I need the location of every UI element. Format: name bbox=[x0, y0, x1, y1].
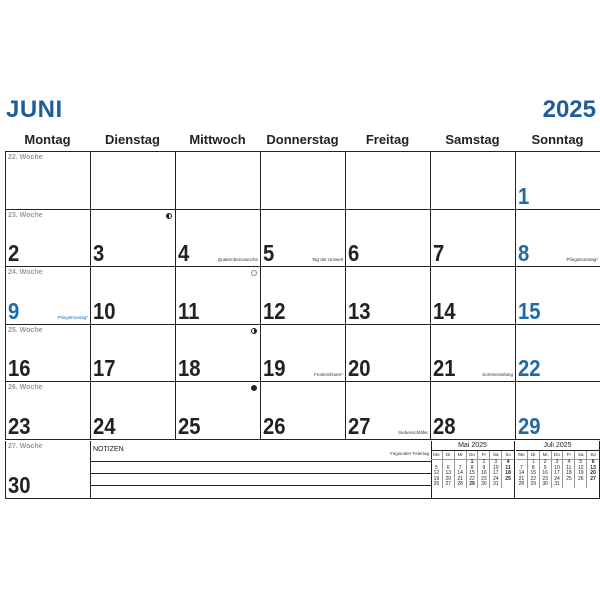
mini-day: 4 bbox=[506, 459, 510, 465]
notes-line bbox=[91, 473, 431, 474]
mini-day: 15 bbox=[530, 470, 537, 476]
day-number: 24 bbox=[93, 412, 116, 439]
mini-day bbox=[575, 482, 586, 488]
day-cell-16[interactable] bbox=[6, 325, 91, 383]
day-cell-27[interactable] bbox=[346, 382, 431, 440]
mini-calendar-column bbox=[516, 451, 528, 488]
mini-day: 20 bbox=[590, 470, 596, 476]
mini-weekday-label: Mi bbox=[455, 451, 466, 460]
day-cell-29[interactable] bbox=[516, 382, 600, 440]
day-number: 17 bbox=[93, 355, 116, 381]
day-cell-10[interactable] bbox=[91, 267, 176, 325]
mini-calendar-july bbox=[516, 441, 600, 498]
day-number: 29 bbox=[518, 412, 541, 439]
day-note: Quatembersowoche bbox=[217, 257, 258, 262]
mini-day: 10 bbox=[554, 464, 560, 471]
day-number: 10 bbox=[93, 297, 116, 324]
day-cell-22[interactable] bbox=[516, 325, 600, 383]
day-cell-4[interactable] bbox=[176, 210, 261, 268]
mini-day: 6 bbox=[591, 459, 595, 465]
mini-day: 14 bbox=[457, 470, 463, 476]
day-cell-6[interactable] bbox=[346, 210, 431, 268]
mini-day: 2 bbox=[543, 459, 547, 465]
mini-calendar-column bbox=[443, 451, 455, 488]
mini-weekday-label: So bbox=[587, 451, 599, 460]
week-label: 27. Woche bbox=[8, 443, 43, 450]
mini-day: 8 bbox=[531, 464, 535, 471]
mini-calendar-column bbox=[455, 451, 467, 488]
holiday-footnote: *regionaler Feiertag bbox=[389, 451, 429, 456]
day-cell-24[interactable] bbox=[91, 382, 176, 440]
day-number: 2 bbox=[8, 240, 20, 266]
mini-day: 11 bbox=[566, 464, 572, 471]
day-number: 4 bbox=[178, 240, 190, 266]
mini-day: 15 bbox=[469, 470, 475, 476]
notes-line bbox=[91, 485, 431, 486]
notes-line bbox=[91, 461, 431, 462]
mini-day: 23 bbox=[542, 475, 548, 482]
day-number: 27 bbox=[348, 412, 371, 439]
mini-day: 24 bbox=[492, 475, 499, 482]
day-cell-20[interactable] bbox=[346, 325, 431, 383]
mini-day: 5 bbox=[435, 464, 438, 471]
mini-weekday-label: Mo bbox=[431, 451, 442, 460]
day-number: 12 bbox=[263, 297, 286, 324]
mini-day: 18 bbox=[505, 470, 511, 476]
weekday-friday: Freitag bbox=[365, 132, 410, 147]
weekday-header bbox=[5, 128, 600, 151]
empty-day-cell[interactable] bbox=[91, 152, 176, 210]
day-cell-5[interactable] bbox=[261, 210, 346, 268]
day-cell-28[interactable] bbox=[431, 382, 516, 440]
day-cell-19[interactable] bbox=[261, 325, 346, 383]
day-number: 1 bbox=[518, 182, 530, 209]
day-cell-3[interactable] bbox=[91, 210, 176, 268]
day-number: 30 bbox=[8, 472, 31, 498]
mini-day: 31 bbox=[492, 481, 499, 487]
day-number: 19 bbox=[263, 355, 286, 381]
mini-calendar-grid bbox=[516, 451, 599, 488]
mini-day: 1 bbox=[531, 459, 535, 465]
week-label: 25. Woche bbox=[8, 326, 43, 334]
mini-day: 3 bbox=[494, 459, 498, 465]
mini-day: 30 bbox=[481, 481, 487, 487]
day-cell-11[interactable] bbox=[176, 267, 261, 325]
day-number: 13 bbox=[348, 297, 371, 324]
day-cell-7[interactable] bbox=[431, 210, 516, 268]
day-note: Sommeranfang bbox=[482, 372, 513, 377]
mini-day: 28 bbox=[457, 481, 463, 487]
mini-day: 12 bbox=[577, 464, 584, 471]
day-cell-12[interactable] bbox=[261, 267, 346, 325]
last-week-row bbox=[5, 441, 600, 499]
empty-day-cell[interactable] bbox=[431, 152, 516, 210]
mini-day: 23 bbox=[481, 475, 487, 482]
day-cell-21[interactable] bbox=[431, 325, 516, 383]
month-title: JUNI bbox=[6, 96, 63, 123]
day-number: 7 bbox=[433, 240, 445, 266]
last-quarter-moon-icon bbox=[166, 213, 172, 219]
mini-weekday-label: Do bbox=[467, 451, 478, 460]
day-number: 15 bbox=[518, 297, 541, 324]
mini-calendar-title: Mai 2025 bbox=[431, 441, 514, 451]
day-cell-2[interactable] bbox=[6, 210, 91, 268]
mini-day: 22 bbox=[469, 475, 475, 482]
mini-day: 11 bbox=[505, 464, 511, 471]
day-cell-30[interactable] bbox=[6, 441, 91, 498]
mini-day: 1 bbox=[470, 459, 474, 465]
mini-day: 29 bbox=[530, 481, 537, 487]
mini-weekday-label: So bbox=[502, 451, 514, 460]
day-cell-15[interactable] bbox=[516, 267, 600, 325]
weekday-thursday: Donnerstag bbox=[266, 132, 339, 147]
mini-day: 22 bbox=[530, 475, 537, 482]
mini-calendar-may bbox=[431, 441, 515, 498]
mini-day: 19 bbox=[577, 470, 584, 476]
day-cell-17[interactable] bbox=[91, 325, 176, 383]
mini-calendar-column bbox=[552, 451, 564, 488]
day-number: 5 bbox=[263, 240, 275, 266]
new-moon-icon bbox=[251, 385, 257, 391]
day-cell-26[interactable] bbox=[261, 382, 346, 440]
mini-day: 31 bbox=[554, 481, 560, 487]
notes-label: NOTIZEN bbox=[93, 446, 124, 453]
mini-day: 18 bbox=[566, 470, 572, 476]
mini-weekday-label: Fr bbox=[478, 451, 489, 460]
mini-day: 26 bbox=[577, 475, 584, 482]
day-cell-8[interactable] bbox=[516, 210, 600, 268]
mini-day: 28 bbox=[518, 481, 525, 487]
mini-day: 16 bbox=[542, 470, 548, 476]
mini-day: 10 bbox=[492, 464, 499, 471]
mini-weekday-label: Mi bbox=[540, 451, 551, 460]
week-label: 24. Woche bbox=[8, 269, 43, 276]
mini-calendar-column bbox=[587, 451, 599, 488]
mini-day: 13 bbox=[445, 470, 452, 476]
mini-weekday-label: Fr bbox=[563, 451, 574, 460]
mini-calendar-grid bbox=[431, 451, 514, 488]
weekday-monday: Montag bbox=[24, 132, 71, 147]
mini-calendar-column bbox=[502, 451, 514, 488]
mini-day: 6 bbox=[446, 464, 450, 471]
mini-calendar-column bbox=[431, 451, 443, 488]
mini-day: 21 bbox=[457, 475, 463, 482]
mini-day: 29 bbox=[469, 481, 475, 487]
mini-day: 27 bbox=[445, 481, 452, 487]
day-note: Pfingstsonntag* bbox=[566, 257, 598, 262]
mini-day: 25 bbox=[505, 475, 511, 482]
day-cell-14[interactable] bbox=[431, 267, 516, 325]
day-number: 8 bbox=[518, 240, 530, 266]
day-cell-13[interactable] bbox=[346, 267, 431, 325]
day-note: Siebenschläfer bbox=[398, 429, 428, 435]
day-number: 25 bbox=[178, 412, 201, 439]
mini-day bbox=[587, 482, 599, 488]
mini-day: 7 bbox=[520, 464, 523, 471]
mini-day: 20 bbox=[445, 475, 452, 482]
day-cell-1[interactable] bbox=[516, 152, 600, 210]
mini-day: 25 bbox=[566, 475, 572, 482]
mini-day: 17 bbox=[492, 470, 499, 476]
day-number: 18 bbox=[178, 355, 201, 381]
weekday-wednesday: Mittwoch bbox=[189, 132, 246, 147]
day-number: 9 bbox=[8, 297, 20, 324]
mini-calendar-column bbox=[478, 451, 490, 488]
weekday-tuesday: Dienstag bbox=[105, 132, 160, 147]
weekday-sunday: Sonntag bbox=[531, 132, 584, 147]
first-quarter-moon-icon bbox=[251, 328, 257, 334]
day-note: Pfingstmontag* bbox=[57, 314, 88, 320]
mini-day: 12 bbox=[433, 470, 440, 476]
year-title: 2025 bbox=[542, 96, 596, 123]
mini-day: 26 bbox=[433, 481, 440, 487]
day-cell-25[interactable] bbox=[176, 382, 261, 440]
mini-day: 16 bbox=[481, 470, 487, 476]
day-number: 20 bbox=[348, 355, 371, 381]
mini-weekday-label: Do bbox=[552, 451, 563, 460]
mini-day: 19 bbox=[433, 475, 440, 482]
mini-day: 13 bbox=[590, 464, 596, 471]
mini-day: 2 bbox=[482, 459, 486, 465]
mini-day: 17 bbox=[554, 470, 560, 476]
mini-day: 5 bbox=[579, 459, 583, 465]
week-label: 22. Woche bbox=[8, 154, 43, 161]
mini-day: 8 bbox=[470, 464, 474, 471]
day-number: 23 bbox=[8, 412, 31, 439]
day-number: 6 bbox=[348, 240, 360, 266]
day-number: 14 bbox=[433, 297, 456, 324]
mini-calendar-title: Juli 2025 bbox=[516, 441, 599, 451]
day-cell-9[interactable] bbox=[6, 267, 91, 325]
day-number: 3 bbox=[93, 240, 105, 266]
mini-calendar-column bbox=[528, 451, 540, 488]
empty-day-cell[interactable] bbox=[261, 152, 346, 210]
mini-day bbox=[502, 482, 514, 488]
mini-weekday-label: Sa bbox=[575, 451, 586, 460]
day-number: 22 bbox=[518, 355, 541, 381]
mini-day: 14 bbox=[518, 470, 525, 476]
calendar-grid bbox=[5, 151, 600, 440]
mini-calendar-column bbox=[467, 451, 479, 488]
mini-day: 9 bbox=[543, 464, 547, 471]
week-label: 26. Woche bbox=[8, 384, 43, 391]
day-note: Fronleichnam* bbox=[313, 372, 343, 377]
mini-weekday-label: Mo bbox=[516, 451, 527, 460]
mini-day: 4 bbox=[567, 459, 571, 465]
mini-weekday-label: Di bbox=[443, 451, 454, 460]
mini-calendar-column bbox=[563, 451, 575, 488]
mini-day: 3 bbox=[555, 459, 559, 465]
full-moon-icon bbox=[251, 270, 257, 276]
mini-weekday-label: Sa bbox=[490, 451, 501, 460]
mini-day: 9 bbox=[482, 464, 486, 471]
day-number: 28 bbox=[433, 412, 456, 439]
mini-day: 24 bbox=[554, 475, 560, 482]
mini-day: 21 bbox=[518, 475, 525, 482]
mini-calendar-column bbox=[490, 451, 502, 488]
empty-day-cell[interactable] bbox=[176, 152, 261, 210]
mini-weekday-label: Di bbox=[528, 451, 539, 460]
day-number: 11 bbox=[178, 297, 200, 324]
day-note: Tag der Umwelt bbox=[311, 257, 343, 262]
day-number: 21 bbox=[433, 355, 456, 381]
week-label: 23. Woche bbox=[8, 211, 43, 219]
mini-calendar-column bbox=[540, 451, 552, 488]
day-cell-23[interactable] bbox=[6, 382, 91, 440]
day-number: 16 bbox=[8, 355, 31, 381]
mini-day: 7 bbox=[458, 464, 462, 471]
mini-day: 27 bbox=[590, 475, 596, 482]
weekday-saturday: Samstag bbox=[445, 132, 500, 147]
notes-area[interactable] bbox=[91, 441, 432, 498]
mini-day bbox=[563, 482, 574, 488]
empty-day-cell[interactable] bbox=[346, 152, 431, 210]
day-number: 26 bbox=[263, 412, 286, 439]
empty-day-cell[interactable] bbox=[6, 152, 91, 210]
day-cell-18[interactable] bbox=[176, 325, 261, 383]
mini-day: 30 bbox=[542, 481, 548, 487]
mini-calendar-column bbox=[575, 451, 587, 488]
